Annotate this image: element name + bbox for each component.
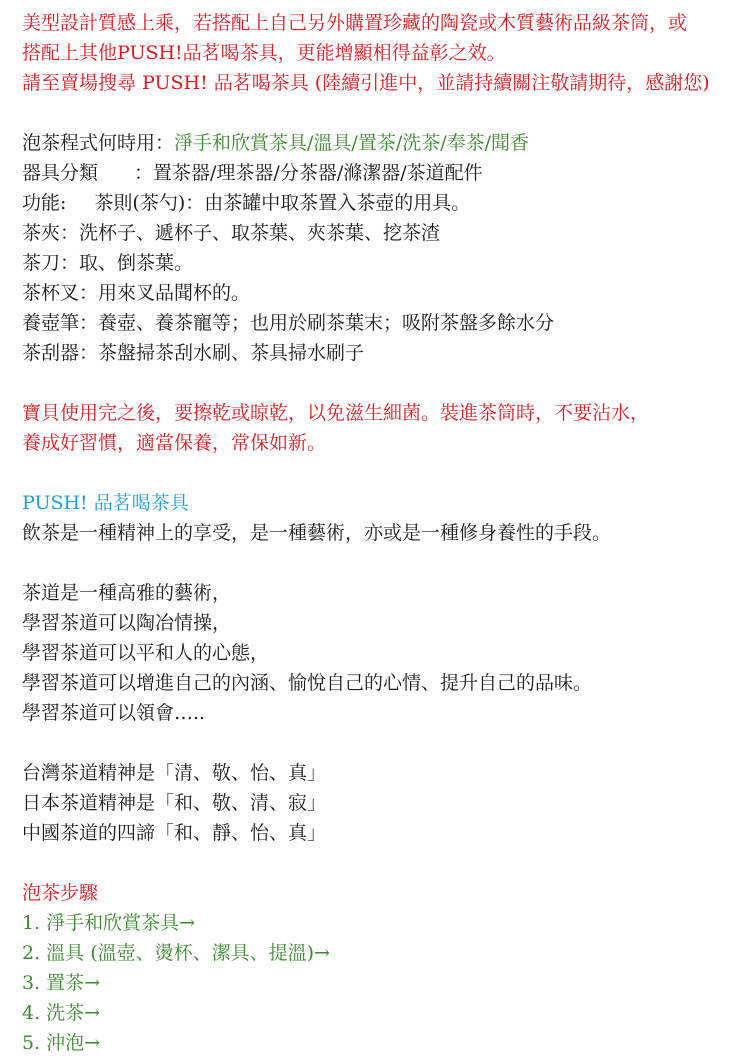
category-value: ：置茶器/理茶器/分茶器/滌潔器/茶道配件: [134, 162, 483, 184]
spacer: [22, 728, 742, 758]
step-item: 5. 沖泡→: [22, 1032, 101, 1054]
intro-line-3: 請至賣場搜尋 PUSH! 品茗喝茶具 (陸續引進中，並請持續關注敬請期待，感謝您): [22, 72, 710, 94]
brand-tagline: 飲茶是一種精神上的享受，是一種藝術，亦或是一種修身養性的手段。: [22, 522, 612, 544]
step-item: 2. 溫具 (溫壺、燙杯、潔具、提溫)→: [22, 942, 330, 964]
spirit-line: 台灣茶道精神是「清、敬、怡、真」: [22, 762, 327, 784]
tea-art-line: 學習茶道可以陶冶情操，: [22, 612, 232, 634]
spacer: [22, 458, 742, 488]
tea-art-line: 茶道是一種高雅的藝術，: [22, 582, 232, 604]
usage-label: 泡茶程式何時用：: [22, 132, 175, 154]
care-line-2: 養成好習慣，適當保養，常保如新。: [22, 432, 327, 454]
intro-line-2: 搭配上其他PUSH!品茗喝茶具，更能增顯相得益彰之效。: [22, 42, 506, 64]
function-label: 功能:: [22, 192, 67, 214]
usage-line: [22, 128, 742, 158]
category-line: [22, 158, 742, 188]
spacer: [22, 98, 742, 128]
intro-line-1: 美型設計質感上乘，若搭配上自己另外購置珍藏的陶瓷或木質藝術品級茶筒，或: [22, 12, 688, 34]
function-item: 茶夾：洗杯子、遞杯子、取茶葉、夾茶葉、挖茶渣: [22, 222, 441, 244]
spacer: [22, 368, 742, 398]
usage-value: 淨手和欣賞茶具/溫具/置茶/洗茶/奉茶/聞香: [174, 132, 530, 154]
spacer: [22, 848, 742, 878]
product-description: [22, 8, 742, 1058]
spirit-line: 日本茶道精神是「和、敬、清、寂」: [22, 792, 327, 814]
step-item: 4. 洗茶→: [22, 1002, 101, 1024]
category-label: 器具分類: [22, 162, 99, 184]
function-item: 養壺筆：養壺、養茶寵等；也用於刷茶葉末；吸附茶盤多餘水分: [22, 312, 555, 334]
spacer: [22, 548, 742, 578]
tea-art-line: 學習茶道可以領會…..: [22, 702, 206, 724]
function-item: 茶刀：取、倒茶葉。: [22, 252, 194, 274]
function-line-1: [22, 188, 742, 218]
step-item: 1. 淨手和欣賞茶具→: [22, 912, 196, 934]
function-item: 茶則(茶勺)：由茶罐中取茶置入茶壺的用具。: [94, 192, 471, 214]
brand-title: PUSH! 品茗喝茶具: [22, 492, 189, 514]
step-item: 3. 置茶→: [22, 972, 101, 994]
tea-art-line: 學習茶道可以平和人的心態，: [22, 642, 270, 664]
function-item: 茶刮器：茶盤掃茶刮水刷、茶具掃水刷子: [22, 342, 365, 364]
tea-art-line: 學習茶道可以增進自己的內涵、愉悅自己的心情、提升自己的品味。: [22, 672, 593, 694]
steps-title: 泡茶步驟: [22, 882, 99, 904]
function-item: 茶杯叉：用來叉品聞杯的。: [22, 282, 251, 304]
spirit-line: 中國茶道的四諦「和、靜、怡、真」: [22, 822, 327, 844]
care-line-1: 寶貝使用完之後，要擦乾或晾乾，以免滋生細菌。裝進茶筒時，不要沾水，: [22, 402, 650, 424]
